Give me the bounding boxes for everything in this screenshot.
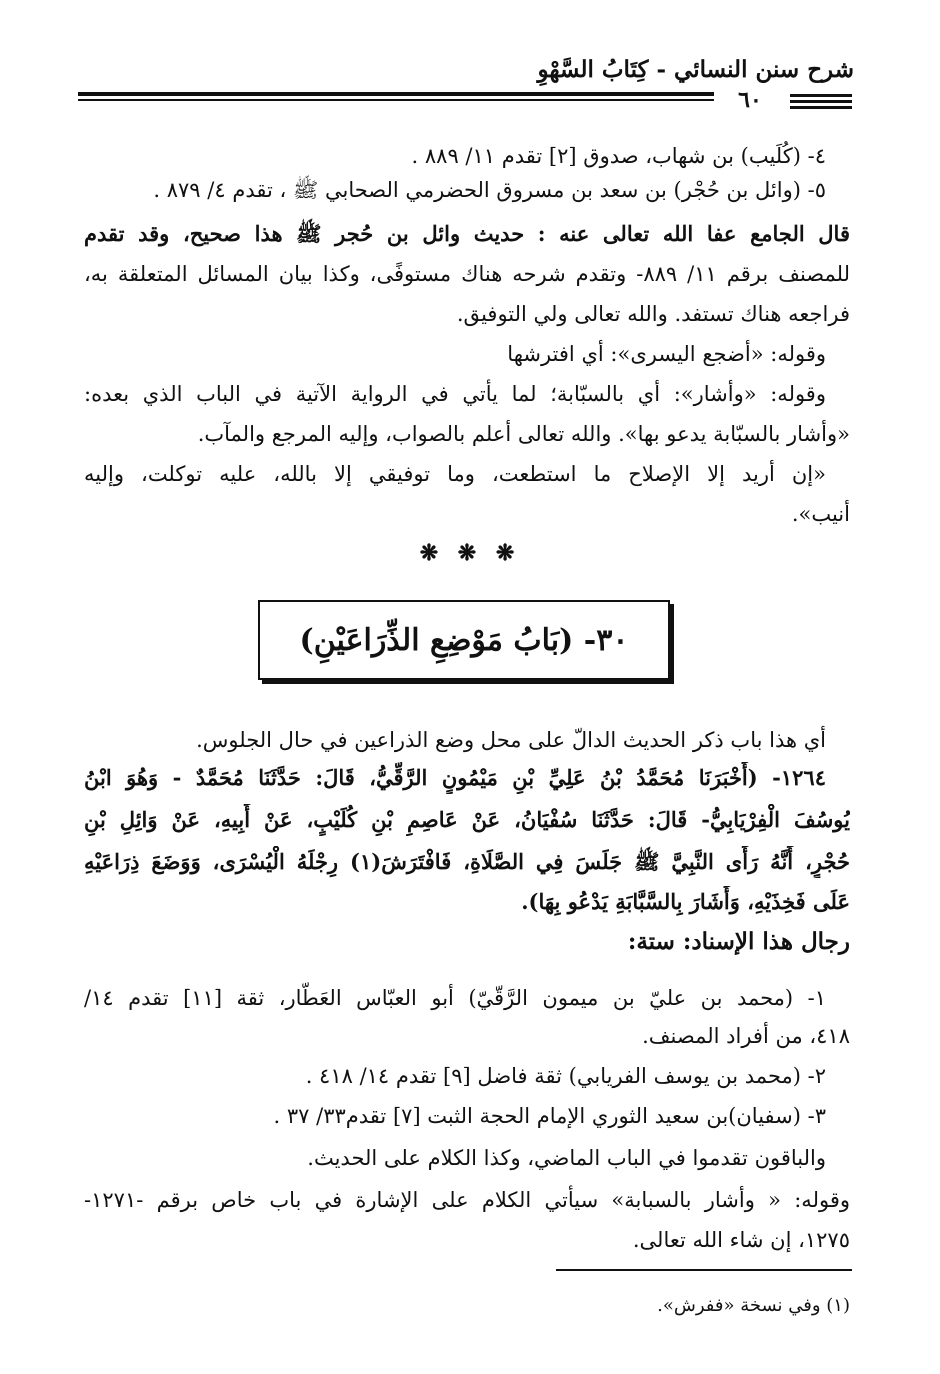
isnad-narrator-2: ٢- (محمد بن يوسف الفريابي) ثقة فاضل [٩] تقدم ١٤/ ٤١٨ . — [305, 1064, 826, 1088]
narrator-4: ٤- (كُلَيب) بن شهاب، صدوق [٢] تقدم ١١/ ٨٨٩ . — [411, 144, 826, 168]
chapter-title: ٣٠- (بَابُ مَوْضِعِ الذِّرَاعَيْنِ) — [299, 622, 629, 658]
isnad-narrator-3: ٣- (سفيان)بن سعيد الثوري الإمام الحجة الثبت [٧] تقدم٣٣/ ٣٧ . — [273, 1104, 826, 1128]
commentary-line-1: قال الجامع عفا الله تعالى عنه : حديث وائل بن حُجر ﷺ هذا صحيح، وقد تقدم — [84, 221, 850, 246]
footnote: (١) وفي نسخة «ففرش». — [657, 1295, 850, 1316]
page-number-rules — [790, 94, 852, 112]
running-header-title: شرح سنن النسائي - كِتَابُ السَّهْوِ — [537, 56, 854, 83]
isnad-narrator-1b: ٤١٨، من أفراد المصنف. — [642, 1024, 850, 1048]
commentary-line-5: وقوله: «وأشار»: أي بالسبّابة؛ لما يأتي في الرواية الآتية في الباب الذي بعده: — [84, 382, 826, 406]
hadith-line-2: يُوسُفَ الْفِرْيَابِيُّ- قَالَ: حَدَّثَنَا سُفْيَانُ، عَنْ عَاصِمِ بْنِ كُلَيْبٍ، عَنْ أَبِيهِ، عَنْ وَائِلِ بْنِ — [84, 807, 850, 832]
isnad-quote-2: ١٢٧٥، إن شاء الله تعالى. — [632, 1228, 850, 1252]
commentary-line-8: أنيب». — [791, 502, 850, 526]
isnad-narrator-1a: ١- (محمد بن عليّ بن ميمون الرَّقّيّ) أبو العبّاس العَطّار، ثقة [١١] تقدم ١٤/ — [84, 986, 826, 1010]
chapter-intro: أي هذا باب ذكر الحديث الدالّ على محل وضع الذراعين في حال الجلوس. — [196, 728, 826, 752]
hadith-line-4: عَلَى فَخِذَيْهِ، وَأَشَارَ بِالسَّبَّابَةِ يَدْعُو بِهَا). — [521, 889, 850, 914]
commentary-line-6: «وأشار بالسبّابة يدعو بها». والله تعالى أعلم بالصواب، وإليه المرجع والمآب. — [197, 422, 850, 446]
header-rule-thin — [78, 99, 714, 101]
footnote-rule — [556, 1269, 852, 1271]
commentary-line-7: «إن أريد إلا الإصلاح ما استطعت، وما توفيقي إلا بالله، عليه توكلت، وإليه — [84, 462, 826, 486]
hadith-line-3: حُجْرٍ، أَنَّهُ رَأَى النَّبِيَّ ﷺ جَلَسَ فِي الصَّلَاةِ، فَافْتَرَشَ(١) رِجْلَهُ الْيُسْرَى، وَوَضَعَ ذِرَاعَيْهِ — [84, 849, 850, 874]
isnad-quote-1: وقوله: « وأشار بالسبابة» سيأتي الكلام على الإشارة في باب خاص برقم -١٢٧١- — [84, 1188, 850, 1212]
commentary-line-4: وقوله: «أضجع اليسرى»: أي افترشها — [507, 342, 826, 366]
page-number: ٦٠ — [738, 87, 762, 113]
isnad-rest: والباقون تقدموا في الباب الماضي، وكذا الكلام على الحديث. — [307, 1146, 826, 1170]
narrator-5: ٥- (وائل بن حُجْر) بن سعد بن مسروق الحضرمي الصحابي ﷺ ، تقدم ٤/ ٨٧٩ . — [153, 178, 826, 202]
commentary-line-2: للمصنف برقم ١١/ ٨٨٩- وتقدم شرحه هناك مستوفًى، وكذا بيان المسائل المتعلقة به، — [84, 262, 850, 286]
hadith-line-1: ١٢٦٤- (أَخْبَرَنَا مُحَمَّدُ بْنُ عَلِيِّ بْنِ مَيْمُونٍ الرَّقِّيُّ، قَالَ: حَدَّثَنَا مُحَمَّدٌ - وَهُوَ ابْنُ — [84, 765, 826, 790]
header-rule-thick — [78, 92, 714, 96]
isnad-heading: رجال هذا الإسناد: ستة: — [627, 928, 850, 955]
commentary-line-3: فراجعه هناك تستفد. والله تعالى ولي التوفيق. — [456, 302, 850, 326]
chapter-title-box — [258, 600, 670, 680]
section-separator: ❋ ❋ ❋ — [419, 540, 521, 566]
